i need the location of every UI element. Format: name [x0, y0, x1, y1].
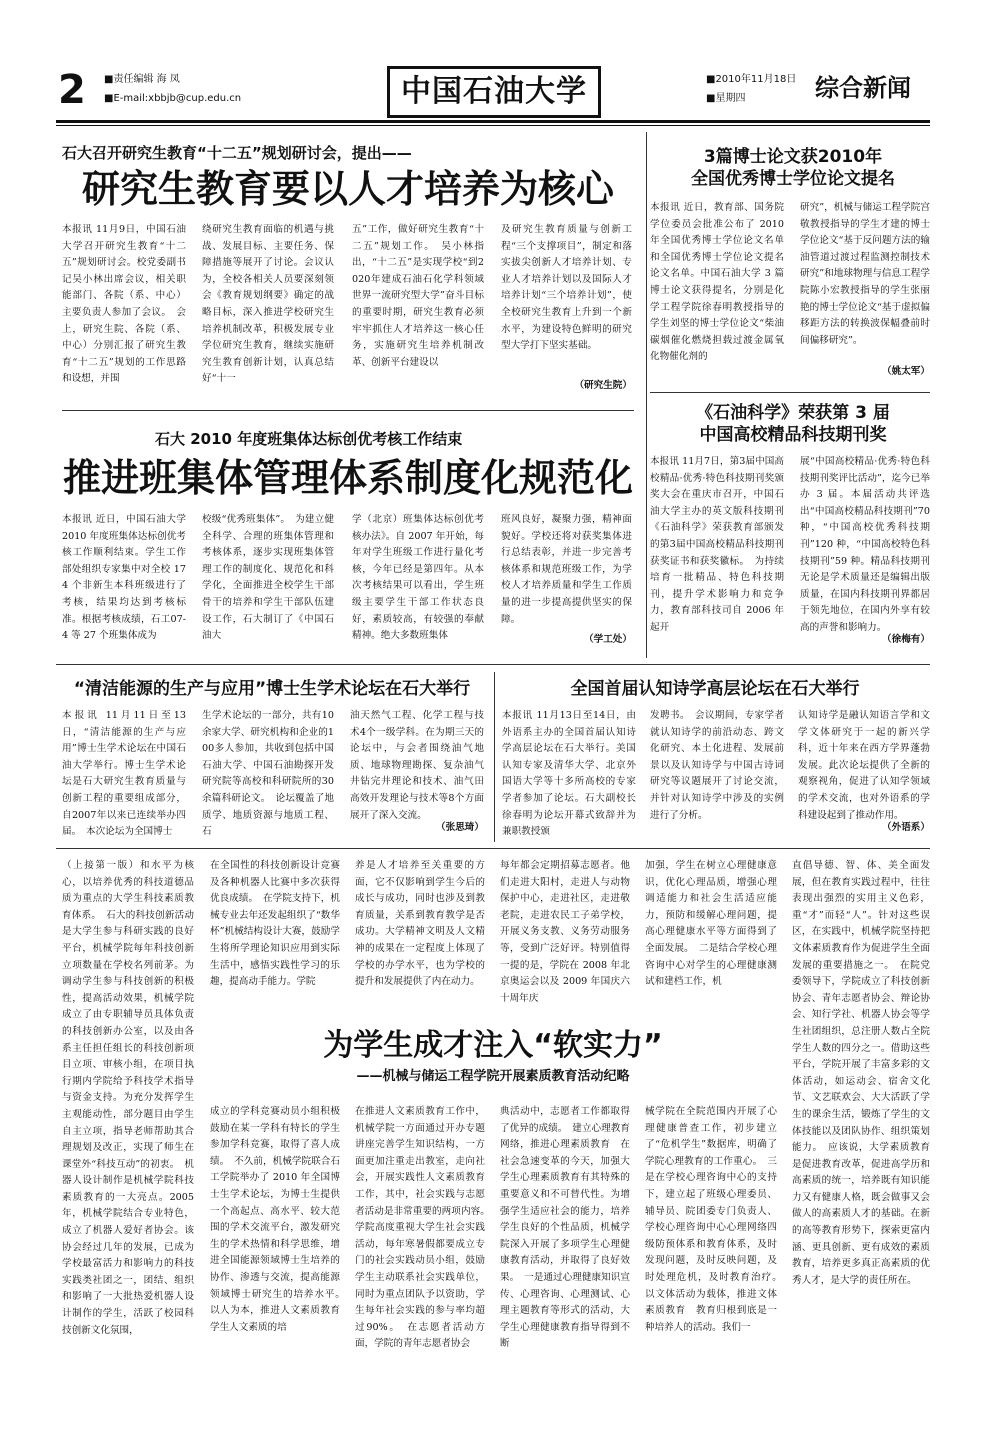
divider — [650, 392, 930, 393]
article7-col-2-upper: 在全国性的科技创新设计竞赛及各种机器人比赛中多次获得优良成绩。 在学院支持下，机械专业去年还发起组织了“数华杯”机械结构设计大赛，鼓励学生将所学理论知识应用到实际生活中，感悟实践性学习的乐趣，提高动手能力。学院 — [210, 860, 340, 988]
article3-col-2: 研究”，机械与储运工程学院宫敬教授指导的学生才建的博士学位论文“基于反问题方法的输油管道过渡过程监测控制技术研究”和地球物理与信息工程学院陈小宏教授指导的学生张丽艳的博士学位论文“基于虚拟偏移距方法的转换波保幅叠前时间偏移研究”。 — [800, 202, 930, 346]
article3-headline-line1: 3篇博士论文获2010年 — [703, 147, 883, 167]
issue-date: ■2010年11月18日 — [706, 74, 797, 85]
article2-col-2: 校级“优秀班集体”。 为建立健全科学、合理的班集体管理和考核体系，逐步实现班集体管理工作的制度化、规范化和科学化，全面推进全校学生干部骨干的培养和学生干部队伍建设工作，石大制订了《中国石油大 — [202, 514, 334, 642]
article2-col-1: 本报讯 近日，中国石油大学 2010 年度班集体达标创优考核工作顺利结束。学生工作部处组织专家集中对全校 174 个非新生本科班级进行了考核，结果均达到考核标准。根据考核成绩，石工07-4 等 27 个班集体成为 — [62, 514, 186, 642]
article5-byline: （张思琦） — [436, 822, 484, 833]
article7-col-2-lower: 成立的学科竞赛动员小组积极鼓励在某一学科有特长的学生参加学科竞赛，取得了喜人成绩。 不久前，机械学院联合石工学院举办了 2010 年全国博士生学术论坛，为博士生提供一个高起点、高水平、较大范围的学术交流平台，激发研究生的学术热情和科学思维，增进全国能源领域博士生培养的协作、渗透与交流，提高能源领域博士研究生的培养水平。 以人为本，推进人文素质教育 学生人文素质的培 — [210, 1106, 350, 1333]
masthead-logo: 中国石油大学 — [387, 66, 601, 118]
article7-col-right: 直倡导德、智、体、美全面发展，但在教育实践过程中，往往表现出强烈的实用主义色彩，重“才”而轻“人”。针对这些误区，在实践中，机械学院坚持把文体素质教育作为促进学生全面发展的重要措施之一。 在院党委领导下，学院成立了科技创新协会、青年志愿者协会、辩论协会、知行学社、机器人协会等学生社团组织，总注册人数占全院学生人数的四分之一。借助这些平台，学院开展了丰富多彩的文体活动，如运动会、宿舍文化节、文艺联欢会、大大活跃了学生的课余生活，锻炼了学生的文体技能以及团队协作、组织策划能力。 应该说，大学素质教育是促进教育改革，促进高学历和高素质的统一，培养既有知识能力又有健康人格，既会做事又会做人的高素质人才的基础。在新的高等教育形势下，探索更富内涵、更具创新、更有成效的素质教育，培养更多真正高素质的优秀人才，是大学的责任所在。 — [792, 860, 930, 1286]
article7-subtitle: ——机械与储运工程学院开展素质教育活动纪略 — [356, 1069, 630, 1084]
article1-col-2: 绕研究生教育面临的机遇与挑战、发展目标、主要任务、保障措施等展开了讨论。会议认为，全校各相关人员要深刻领会《教育规划纲要》确定的战略目标，深入推进学校研究生培养机制改革，积极发展专业学位研究生教育，继续实施研究生教育创新计划，认真总结好“十一 — [202, 224, 334, 385]
article7-col-3-lower: 在推进人文素质教育工作中，机械学院一方面通过开办专题讲座完善学生知识结构，一方面更加注重走出教室，走向社会，开展实践性人文素质教育工作，其中，社会实践与志愿者活动是非常重要的两项内容。 学院高度重视大学生社会实践活动，每年寒暑假都要成立专门的社会实践动员小组，鼓励学生主动联系社会实践单位，同时为重点团队予以资助，学生每年社会实践的参与率均超过90%。 在志愿者活动方面，学院的青年志愿者协会 — [355, 1106, 495, 1350]
article6-col-1: 本报讯 11月13日至14日，由外语系主办的全国首届认知诗学高层论坛在石大举行。美国认知专家及清华大学、北京外国语大学等十多所高校的专家学者参加了论坛。石大副校长徐春明为论坛开幕式致辞并为兼职教授颁 — [502, 710, 636, 838]
article5-headline: “清洁能源的生产与应用”博士生学术论坛在石大举行 — [73, 679, 471, 699]
article4-col-1: 本报讯 11月7日，第3届中国高校精品·优秀·特色科技期刊奖颁奖大会在重庆市召开，中国石油大学主办的英文版科技期刊《石油科学》荣获教育部颁发的第3届中国高校精品科技期刊获奖证书和获奖徽标。 为持续培育一批精品、特色科技期刊，提升学术影响力和竞争力，教育部科技司自 2006 年起开 — [650, 456, 784, 633]
issue-weekday: ■星期四 — [706, 93, 746, 104]
article4-headline-line1: 《石油科学》荣获第 3 届 — [696, 403, 890, 423]
article2-kicker: 石大 2010 年度班集体达标创优考核工作结束 — [155, 430, 463, 448]
article3-col-1: 本报讯 近日，教育部、国务院学位委员会批准公布了 2010 年全国优秀博士学位论文名单和全国优秀博士学位论文提名论文名单。中国石油大学 3 篇博士论文获得提名，分别是化学工程学院徐春明教授指导的学生刘坚的博士学位论文“柴油碳烟催化燃烧担载过渡金属氧化物催化剂的 — [650, 202, 784, 363]
divider — [62, 410, 634, 411]
divider — [56, 848, 930, 849]
divider — [56, 664, 930, 665]
article7-col-4-lower: 典活动中，志愿者工作都取得了优异的成绩。 建立心理教育网络，推进心理素质教育 在社会急速变革的今天，加强大学生心理素质教育有其特殊的重要意义和不可替代性。为增强学生适应社会的能力，培养学生良好的个性品质，机械学院深入开展了多项学生心理健康教育活动，并取得了良好效果。 一是通过心理健康知识宣传、心理咨询、心理测试、心理主题教育等形式的活动，大学生心理健康教育指导得到不断 — [500, 1106, 630, 1350]
article2-col-3: 学（北京）班集体达标创优考核办法》。自 2007 年开始，每年对学生班级工作进行量化考核，今年已经是第四年。从本次考核结果可以看出，学生班级主要学生干部工作状态良好，素质较高，有较强的奉献精神。绝大多数班集体 — [352, 514, 484, 642]
column-divider — [494, 672, 495, 842]
column-divider — [646, 132, 647, 658]
section-title: 综合新闻 — [815, 74, 911, 102]
article7-col-1: （上接第一版）和水平为核心，以培养优秀的科技道德品质为重点的大学生科技素质教育体系。 石大的科技创新活动是大学生参与科研实践的良好平台，机械学院每年科技创新立项数量在学校名列前茅。为调动学生参与科技创新的积极性，提高活动效果，机械学院成立了由专职辅导员具体负责的科技创新办公室，以及由各系主任担任组长的科技创新项目立项、审核小组，在项目执行期内学院给予科技学术指导与资金支持。为充分发挥学生主观能动性，部分题目由学生自主立项，指导老师帮助其合理规划及改正，实现了师生在课堂外“科技互动”的初衷。 机器人设计制作是机械学院科技素质教育的一大亮点。2005 年，机械学院结合专业特色，成立了机器人爱好者协会。该协会经过几年的发展，已成为学校最富活力和影响力的科技实践类社团之一，团结、组织和影响了一大批热爱机器人设计制作的学生，活跃了校园科技创新文化氛围， — [62, 860, 194, 1336]
article7-col-4-upper: 每年都会定期招募志愿者。他们走进大阳村，走进人与动物保护中心，走进社区，走进敬老院，走进农民工子弟学校，开展义务支教、义务劳动服务等，受到广泛好评。特别值得一提的是，学院在 2008 年北京奥运会以及 2009 年国庆六十周年庆 — [500, 860, 630, 1004]
article1-col-3: 五”工作，做好研究生教育“十二五”规划工作。 吴小林指出，“十二五”是实现学校“到2020年建成石油石化学科领域世界一流研究型大学”奋斗目标的重要时期，研究生教育必须牢牢抓住人才培养这一核心任务，实施研究生培养机制改革、创新平台建设以 — [352, 224, 484, 368]
editor-credit: ■责任编辑 海 凤 — [104, 74, 180, 85]
article5-col-1: 本报讯 11月11日至13日，“清洁能源的生产与应用”博士生学术论坛在中国石油大学举行。博士生学术论坛是石大研究生教育质量与创新工程的重要组成部分，自2007年以来已连续举办四届。 本次论坛为全国博士 — [62, 710, 186, 838]
header-rule-thin — [56, 125, 930, 126]
article4-col-2: 展“中国高校精品·优秀·特色科技期刊奖评比活动”，迄今已举办 3 届。本届活动共评选出“中国高校精品科技期刊”70 种，“中国高校优秀科技期刊”120 种，“中国高校特色科技期刊”59 种。精品科技期刊无论是学术质量还是编辑出版质量，在国内科技期刊界都居于领先地位，在国内外享有较高的声誉和影响力。 — [800, 456, 930, 633]
article1-byline: （研究生院） — [574, 380, 632, 391]
article7-col-5-upper: 加强，学生在树立心理健康意识，优化心理品质，增强心理调适能力和社会生活适应能力，预防和缓解心理问题，提高心理健康水平等方面得到了全面发展。 二是结合学校心理咨询中心对学生的心理健康测试和建档工作，机 — [645, 860, 777, 988]
editor-email: ■E-mail:xbbjb@cup.edu.cn — [104, 93, 242, 104]
article1-headline: 研究生教育要以人才培养为核心 — [81, 167, 614, 211]
article1-kicker: 石大召开研究生教育“十二五”规划研讨会，提出—— — [62, 144, 412, 162]
article3-byline: （姚太军） — [882, 366, 930, 377]
article5-col-3: 油天然气工程、化学工程与技术4个一级学科。在为期三天的论坛中，与会者围绕油气地质、地球物理勘探、复杂油气井钻完井理论和技术、油气田高效开发理论与技术等8个方面展开了深入交流。 — [350, 710, 484, 821]
article7-headline: 为学生成才注入“软实力” — [323, 1028, 663, 1063]
article4-headline-line2: 中国高校精品科技期刊奖 — [699, 425, 887, 445]
article1-col-1: 本报讯 11月9日，中国石油大学召开研究生教育“十二五”规划研讨会。校党委副书记吴小林出席会议，相关职能部门、各院（系、中心）主要负责人参加了会议。 会上，研究生院、各院（系、中心）分别汇报了研究生教育“十二五”规划的工作思路和设想，并围 — [62, 224, 186, 385]
article6-col-3: 认知诗学是融认知语言学和文学文体研究于一起的新兴学科，近十年来在西方学界蓬勃发展。此次论坛提供了全新的观察视角，促进了认知学领域的学术交流，也对外语系的学科建设起到了推动作用。 — [798, 710, 930, 821]
article3-headline-line2: 全国优秀博士学位论文提名 — [691, 169, 895, 189]
header-rule — [56, 120, 930, 123]
page-number: 2 — [58, 67, 86, 113]
article6-col-2: 发聘书。 会议期间，专家学者就认知诗学的前沿动态、跨文化研究、本土化进程、发展前景以及认知诗学与中国古诗词研究等议题展开了讨论交流，并针对认知诗学中涉及的实例进行了分析。 — [650, 710, 784, 821]
article2-headline: 推进班集体管理体系制度化规范化 — [62, 456, 633, 500]
article5-col-2: 生学术论坛的一部分，共有10余家大学、研究机构和企业的100多人参加，共收到包括中国石油大学、中国石油勘探开发研究院等高校和科研院所的30余篇科研论文。 论坛覆盖了地质学、地质资源与地质工程、石 — [202, 710, 334, 838]
article2-col-4: 班风良好，凝聚力强，精神面貌好。学校还将对获奖集体进行总结表彰，并进一步完善考核体系和规范班级工作，为学校人才培养质量和学生工作质量的进一步提高提供坚实的保障。 — [501, 514, 632, 625]
article6-byline: （外语系） — [882, 822, 930, 833]
article7-col-3-upper: 养是人才培养至关重要的方面，它不仅影响到学生今后的成长与成功，同时也涉及到教育质量，关系到教育教学是否成功。大学精神文明及人文精神的成果在一定程度上体现了学校的办学水平，也为学校的提升和发展提供了内在动力。 — [355, 860, 485, 988]
article6-headline: 全国首届认知诗学高层论坛在石大举行 — [570, 679, 860, 699]
article7-col-5-lower: 械学院在全院范围内开展了心理健康普查工作，初步建立了“危机学生”数据库，明确了学院心理教育的工作重心。 三是在学校心理咨询中心的支持下，建立起了班级心理委员、辅导员、院团委专门负责人、学校心理咨询中心心理网络四级防预体系和教育体系，及时发现问题，及时反映问题，及时处理危机，及时教育治疗。 以文体活动为载体，推进文体素质教育 教育归根到底是一种培养人的活动。我们一 — [645, 1106, 787, 1333]
article4-byline: （徐梅有） — [882, 634, 930, 645]
article2-byline: （学工处） — [584, 634, 632, 645]
article1-col-4: 及研究生教育质量与创新工程“三个支撑项目”，制定和落实拔尖创新人才培养计划、专业人才培养计划以及国际人才培养计划“三个培养计划”，使全校研究生教育上升到一个新水平，为建设特色鲜明的研究型大学打下坚实基础。 — [501, 224, 632, 352]
